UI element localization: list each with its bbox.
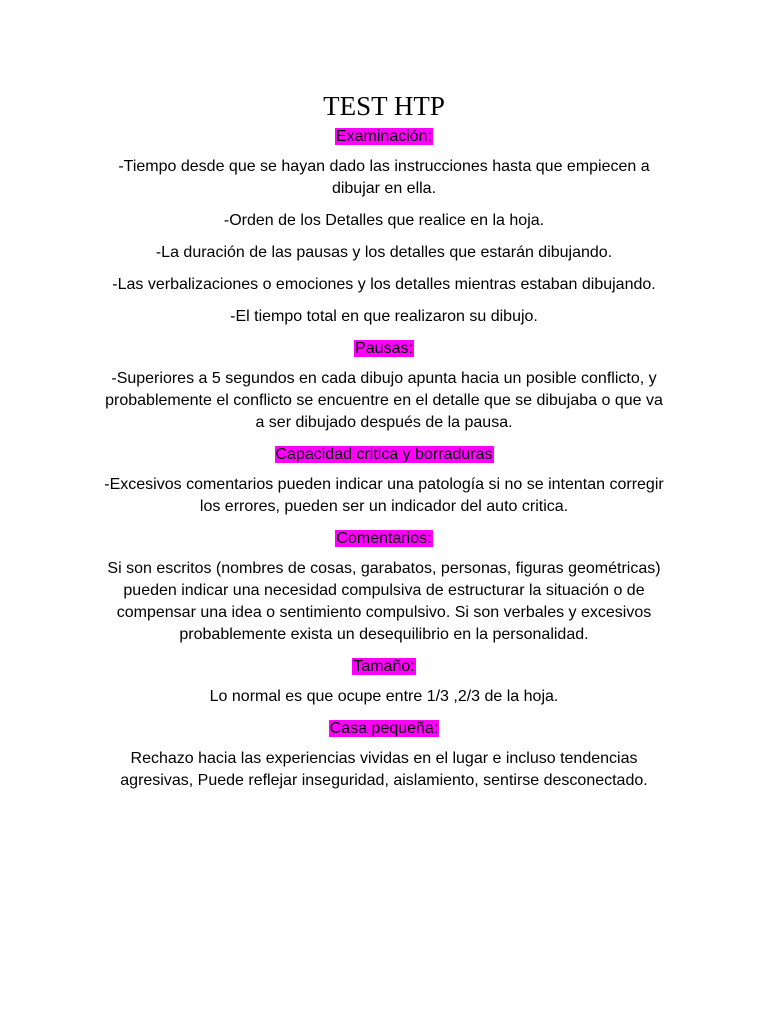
section-heading: Tamaño: (353, 658, 415, 675)
section-heading: Capacidad critica y borraduras (275, 446, 493, 463)
document-page (100, 90, 668, 802)
section-paragraph: -Tiempo desde que se hayan dado las instrucciones hasta que empiecen a dibujar en ella. (118, 158, 650, 197)
section-paragraph: -El tiempo total en que realizaron su dibujo. (230, 308, 538, 325)
document-title: TEST HTP (323, 91, 445, 121)
section-paragraph: -Superiores a 5 segundos en cada dibujo apunta hacia un posible conflicto, y probablemente el conflicto se encuentre en el detalle que se dibujaba o que va a ser dibujado después de la pausa. (105, 370, 663, 431)
section-capacidad-critica (100, 444, 668, 518)
section-paragraph: -Las verbalizaciones o emociones y los detalles mientras estaban dibujando. (112, 276, 656, 293)
section-paragraph: Si son escritos (nombres de cosas, garabatos, personas, figuras geométricas) pueden indicar una necesidad compulsiva de estructurar la situación o de compensar una idea o sentimiento compulsivo. Si son verbales y excesivos probablemente exista un desequilibrio en la personalidad. (107, 560, 661, 643)
section-comentarios (100, 528, 668, 646)
section-paragraph: -Orden de los Detalles que realice en la hoja. (223, 212, 545, 229)
section-pausas (100, 338, 668, 434)
section-paragraph: Rechazo hacia las experiencias vividas en el lugar e incluso tendencias agresivas, Puede reflejar inseguridad, aislamiento, sentirse desconectado. (120, 750, 648, 789)
section-paragraph: -La duración de las pausas y los detalles que estarán dibujando. (155, 244, 613, 261)
section-heading: Pausas: (355, 340, 413, 357)
section-heading: Casa pequeña: (329, 720, 439, 737)
section-paragraph: Lo normal es que ocupe entre 1/3 ,2/3 de la hoja. (209, 688, 559, 705)
section-heading: Comentarios: (336, 530, 432, 547)
section-paragraph: -Excesivos comentarios pueden indicar una patología si no se intentan corregir los errores, pueden ser un indicador del auto critica. (104, 476, 664, 515)
section-heading: Examinación: (335, 128, 433, 145)
section-examinacion (100, 126, 668, 328)
section-casa-pequena (100, 718, 668, 792)
section-tamano (100, 656, 668, 708)
